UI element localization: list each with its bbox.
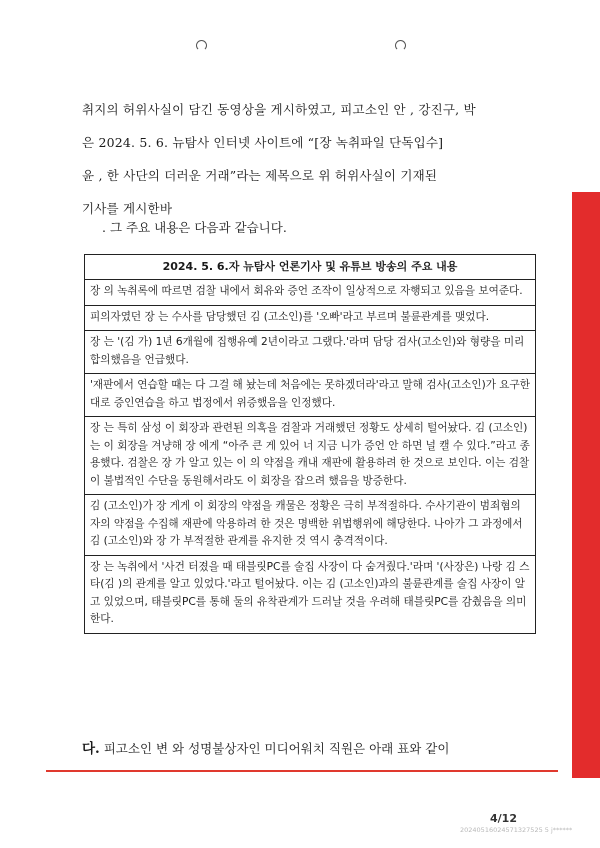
table-row [85, 331, 536, 374]
table-cell: 피의자였던 장 는 수사를 담당했던 김 (고소인)를 '오빠'라고 부르며 불륜관계를 맺었다. [85, 305, 536, 331]
section-d-marker: 다. [82, 741, 100, 757]
intro-line: . 그 주요 내용은 다음과 같습니다. [102, 220, 287, 235]
table-cell: 장 의 녹취록에 따르면 검찰 내에서 회유와 증언 조작이 일상적으로 자행되고 있음을 보여준다. [85, 280, 536, 306]
table-cell: '재판에서 연습할 때는 다 그걸 해 놨는데 처음에는 못하겠더라'라고 말해 검사(고소인)가 요구한 대로 증인연습을 하고 법정에서 위증했음을 인정했다. [85, 374, 536, 417]
table-row [85, 280, 536, 306]
page-number: 4/12 [490, 812, 517, 825]
red-divider-line [46, 770, 558, 772]
table-row [85, 555, 536, 633]
table-row [85, 374, 536, 417]
red-side-bar [572, 192, 600, 778]
body-line: 취지의 허위사실이 담긴 동영상을 게시하였고, 피고소인 안 , 강진구, 박 [82, 102, 476, 117]
section-d-text: 피고소인 변 와 성명불상자인 미디어워치 직원은 아래 표와 같이 [99, 741, 450, 756]
summary-table [84, 254, 536, 634]
table-cell: 장 는 '(김 가) 1년 6개월에 집행유예 2년이라고 그랬다.'라며 담당 검사(고소인)와 형량을 미리 합의했음을 언급했다. [85, 331, 536, 374]
table-title: 2024. 5. 6.자 뉴탐사 언론기사 및 유튜브 방송의 주요 내용 [85, 255, 536, 280]
table-row [85, 305, 536, 331]
punch-hole-mark-left [196, 40, 207, 51]
punch-hole-mark-right [395, 40, 406, 51]
body-line: 기사를 게시한바 [82, 201, 173, 216]
table-cell: 장 는 특히 삼성 이 회장과 관련된 의혹을 검찰과 거래했던 정황도 상세히 털어놨다. 김 (고소인)는 이 회장을 겨냥해 장 에게 “아주 큰 게 있어 너 지금 니가 증언 안 하면 널 캘 수 있다.”라고 종용했다. 검찰은 장 가 알고 있는 이 의 약점을 캐내 재판에 활용하려 한 것으로 보인다. 이는 검찰이 불법적인 수단을 동원해서라도 이 회장을 잡으려 했음을 방증한다. [85, 417, 536, 495]
table-row [85, 417, 536, 495]
body-line: 윤 , 한 사단의 더러운 거래”라는 제목으로 위 허위사실이 기재된 [82, 168, 438, 183]
table-row [85, 495, 536, 556]
document-id: 20240516024571327525 5 j****** [460, 826, 573, 834]
table-cell: 장 는 녹취에서 '사건 터졌을 때 태블릿PC를 술집 사장이 다 숨겨줬다.'라며 '(사장은) 나랑 김 스타(김 )의 관계를 알고 있었다.'라고 털어놨다. 이는 김 (고소인)과의 불륜관계를 술집 사장이 알고 있었으며, 태블릿PC를 통해 둘의 유착관계가 드러날 것을 우려해 태블릿PC를 감췄음을 의미한다. [85, 555, 536, 633]
section-d-line [82, 737, 449, 757]
opening-paragraph [82, 93, 534, 225]
body-line: 은 2024. 5. 6. 뉴탐사 인터넷 사이트에 “[장 녹취파일 단독입수] [82, 135, 444, 150]
table-cell: 김 (고소인)가 장 게게 이 회장의 약점을 캐물은 정황은 극히 부적절하다. 수사기관이 범죄혐의자의 약점을 수집해 재판에 악용하려 한 것은 명백한 위법행위에 해당한다. 나아가 그 과정에서 김 (고소인)와 장 가 부적절한 관계를 유지한 것 역시 충격적이다. [85, 495, 536, 556]
